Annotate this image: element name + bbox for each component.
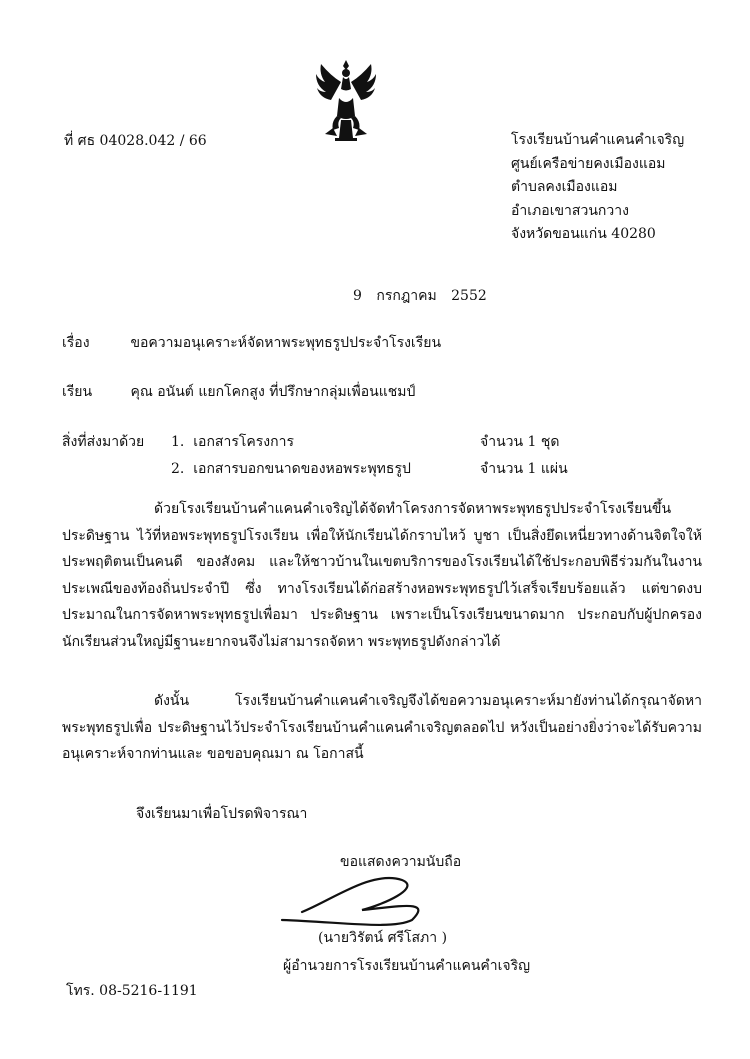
body-paragraph — [62, 688, 702, 768]
signatory-position: ผู้อำนวยการโรงเรียนบ้านคำแคนคำเจริญ — [283, 958, 531, 974]
garuda-emblem — [313, 58, 379, 144]
enclosure-text: เอกสารบอกขนาดของหอพระพุทธรูป — [193, 461, 411, 477]
address-line: ตำบลคงเมืองแอม — [511, 179, 618, 195]
enclosure-quantity: จำนวน 1 แผ่น — [480, 461, 568, 477]
handwritten-signature — [262, 860, 462, 930]
addressee-line — [62, 381, 415, 403]
enclosure-text: เอกสารโครงการ — [193, 434, 294, 450]
enclosure-item — [171, 431, 294, 453]
subject-line — [62, 332, 441, 354]
phone-number: โทร. 08-5216-1191 — [66, 983, 198, 999]
address-line: โรงเรียนบ้านคำแคนคำเจริญ — [511, 132, 685, 148]
respect-closing: ขอแสดงความนับถือ — [340, 854, 462, 870]
enclosure-item — [171, 458, 411, 480]
subject-text: ขอความอนุเคราะห์จัดหาพระพุทธรูปประจำโรงเรียน — [130, 335, 442, 351]
signatory-name: (นายวิรัตน์ ศรีโสภา ) — [318, 930, 448, 946]
enclosure-number: 2. — [171, 461, 185, 477]
subject-label: เรื่อง — [62, 335, 90, 351]
body-paragraph-text: ดังนั้น โรงเรียนบ้านคำแคนคำเจริญจึงได้ขอความอนุเคราะห์มายังท่านได้กรุณาจัดหาพระพุทธรูปเพื่อ ประดิษฐานไว้ประจำโรงเรียนบ้านคำแคนคำเจริญตลอดไป หวังเป็นอย่างยิ่งว่าจะได้รับความอนุเคราะห์จากท่านและ ขอขอบคุณมา ณ โอกาสนี้ — [62, 693, 702, 762]
letter-date: 9 กรกฎาคม 2552 — [353, 288, 487, 304]
reference-number: ที่ ศธ 04028.042 / 66 — [64, 133, 207, 149]
addressee-text: คุณ อนันต์ แยกโคกสูง ที่ปรึกษากลุ่มเพื่อนแชมป์ — [130, 384, 416, 400]
enclosure-quantity: จำนวน 1 ชุด — [480, 434, 560, 450]
address-line: ศูนย์เครือข่ายคงเมืองแอม — [511, 155, 666, 172]
enclosure-number: 1. — [171, 434, 185, 450]
addressee-label: เรียน — [62, 384, 93, 400]
closing-line: จึงเรียนมาเพื่อโปรดพิจารณา — [136, 806, 308, 822]
address-line: อำเภอเขาสวนกวาง — [511, 202, 629, 219]
body-paragraph-text: ด้วยโรงเรียนบ้านคำแคนคำเจริญได้จัดทำโครงการจัดหาพระพุทธรูปประจำโรงเรียนขึ้น ประดิษฐาน ไว้ที่หอพระพุทธรูปโรงเรียน เพื่อให้นักเรียนได้กราบไหว้ บูชา เป็นสิ่งยึดเหนี่ยวทางด้านจิตใจให้ประพฤติตนเป็นคนดี ของสังคม และให้ชาวบ้านในเขตบริการของโรงเรียนได้ใช้ประกอบพิธีร่วมกันในงานประเพณีของท้องถิ่นประจำปี ซึ่ง ทางโรงเรียนได้ก่อสร้างหอพระพุทธรูปไว้เสร็จเรียบร้อยแล้ว แต่ขาดงบประมาณในการจัดหาพระพุทธรูปเพื่อมา ประดิษฐาน เพราะเป็นโรงเรียนขนาดมาก ประกอบกับผู้ปกครองนักเรียนส่วนใหญ่มีฐานะยากจนจึงไม่สามารถจัดหา พระพุทธรูปดังกล่าวได้ — [62, 501, 702, 650]
sender-address — [511, 129, 684, 247]
address-line: จังหวัดขอนแก่น 40280 — [511, 226, 656, 242]
body-paragraph — [62, 496, 702, 655]
enclosures-label: สิ่งที่ส่งมาด้วย — [62, 434, 145, 450]
